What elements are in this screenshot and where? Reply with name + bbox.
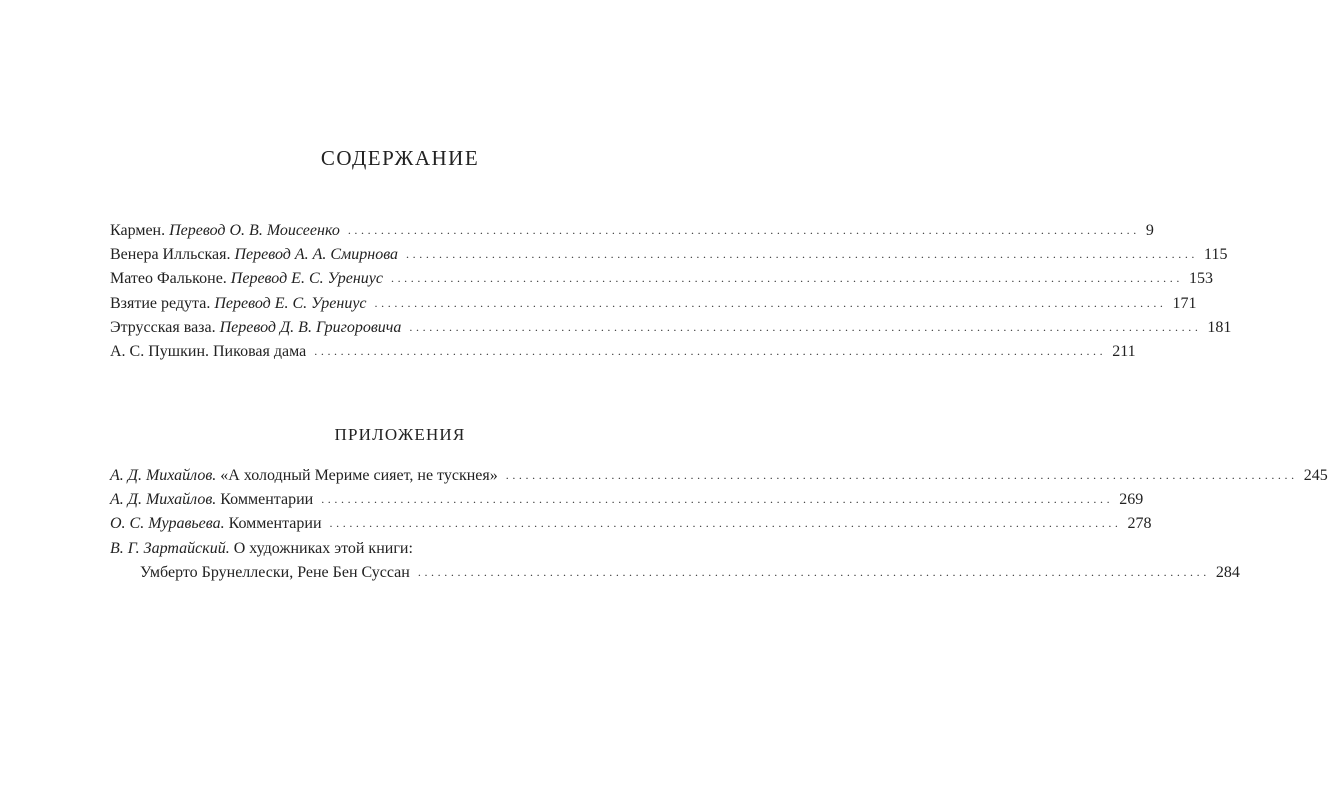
entry-continuation-line — [110, 563, 1240, 588]
appendix-list — [110, 467, 1328, 588]
toc-entry — [110, 342, 1136, 367]
page-number: 171 — [1172, 294, 1197, 312]
entry-title — [110, 270, 383, 288]
page-number: 153 — [1188, 270, 1213, 288]
page-number: 211 — [1112, 342, 1136, 360]
entry-title-plain: Комментарии — [216, 491, 314, 509]
entry-title-plain: А. С. Пушкин. Пиковая дама — [110, 342, 307, 360]
entry-translator: Перевод Е. С. Урениус — [214, 294, 367, 312]
toc-entry — [110, 246, 1228, 270]
entry-title — [110, 295, 367, 313]
toc-entry — [110, 515, 1152, 539]
entry-title — [110, 491, 313, 509]
contents-heading: СОДЕРЖАНИЕ — [320, 146, 480, 170]
page-number: 245 — [1303, 467, 1328, 484]
page-number: 284 — [1215, 563, 1240, 581]
toc-entry — [110, 539, 1240, 588]
entry-translator: Перевод Е. С. Урениус — [230, 270, 383, 288]
entry-author: А. Д. Михайлов. — [110, 491, 217, 509]
toc-entry — [110, 222, 1154, 246]
dot-leader: ........................................................................................................................ — [329, 516, 1122, 531]
entry-title-plain: Кармен. — [110, 222, 170, 239]
dot-leader: ........................................................................................................................ — [321, 492, 1114, 507]
dot-leader: ........................................................................................................................ — [314, 343, 1107, 358]
page-number: 181 — [1207, 318, 1232, 336]
entry-translator: Перевод Д. В. Григоровича — [219, 318, 402, 336]
entry-title — [110, 467, 498, 485]
entry-title — [110, 246, 398, 264]
entry-author: О. С. Муравьева. — [110, 515, 225, 533]
entry-title-plain: Комментарии — [224, 515, 322, 533]
toc-entry — [110, 318, 1232, 343]
toc-entry — [110, 491, 1144, 515]
dot-leader: ........................................................................................................................ — [417, 564, 1210, 579]
entry-translator: Перевод О. В. Моисеенко — [169, 222, 340, 239]
entry-title — [110, 343, 306, 361]
page-number: 278 — [1127, 515, 1152, 533]
contents-list — [110, 222, 1232, 367]
entry-title-plain: Матео Фальконе. — [110, 270, 231, 288]
dot-leader: ........................................................................................................................ — [409, 319, 1202, 334]
entry-title-plain: О художниках этой книги: — [229, 539, 413, 557]
entry-title-plain: «А холодный Мериме сияет, не тускнея» — [216, 467, 498, 484]
page-number: 115 — [1204, 246, 1228, 264]
dot-leader: ........................................................................................................................ — [505, 468, 1298, 482]
entry-translator: Перевод А. А. Смирнова — [234, 246, 399, 264]
dot-leader: ........................................................................................................................ — [374, 295, 1167, 310]
entry-title — [110, 319, 401, 337]
entry-author: А. Д. Михайлов. — [110, 467, 217, 484]
toc-entry — [110, 270, 1213, 294]
page-number: 9 — [1145, 222, 1154, 239]
entry-title — [110, 222, 340, 240]
dot-leader: ........................................................................................................................ — [347, 223, 1140, 237]
dot-leader: ........................................................................................................................ — [406, 247, 1199, 262]
entry-continuation: Умберто Брунеллески, Рене Бен Суссан — [140, 563, 410, 581]
toc-entry — [110, 294, 1197, 319]
entry-author: В. Г. Зартайский. — [110, 539, 230, 557]
toc-entry — [110, 467, 1328, 491]
entry-title — [110, 515, 322, 533]
page-number: 269 — [1119, 491, 1144, 509]
dot-leader: ........................................................................................................................ — [390, 271, 1183, 286]
entry-title-plain: Этрусская ваза. — [110, 318, 220, 336]
entry-title-plain: Венера Илльская. — [110, 246, 235, 264]
entry-title — [110, 540, 720, 564]
appendix-heading: ПРИЛОЖЕНИЯ — [334, 425, 466, 444]
entry-title-plain: Взятие редута. — [110, 294, 215, 312]
